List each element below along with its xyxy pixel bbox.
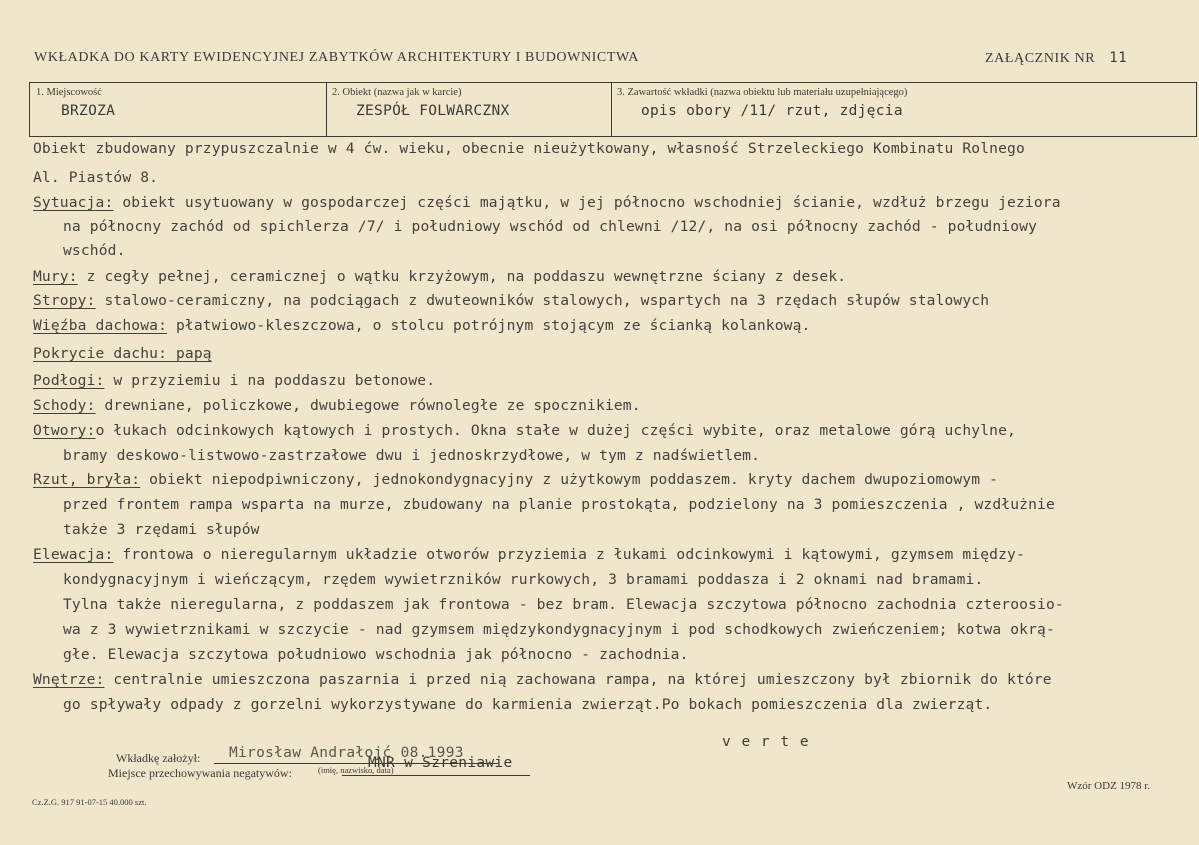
floors-label: Podłogi: <box>33 372 105 389</box>
intro-line: Al. Piastów 8. <box>33 169 159 186</box>
walls-text: z cegły pełnej, ceramicznej o wątku krzyżowym, na poddaszu wewnętrzne ściany z desek. <box>77 268 847 285</box>
plan-label: Rzut, bryła: <box>33 471 141 488</box>
roof-truss-line <box>33 317 810 334</box>
author-value: Mirosław Andrałojć 08.1993 <box>229 745 464 761</box>
stairs-label: Schody: <box>33 397 96 414</box>
situation-line: na północny zachód od spichlerza /7/ i południowy wschód od chlewni /12/, na osi północny zachód - południowy <box>63 218 1038 235</box>
form-pattern: Wzór ODZ 1978 r. <box>1067 780 1151 792</box>
annex-number: 11 <box>1109 50 1128 66</box>
roof-truss-label: Więźba dachowa: <box>33 317 168 334</box>
elevation-line: wa z 3 wywietrznikami w szczycie - nad gzymsem międzykondygnacyjnym i pod schodkowych zwieńczeniem; kotwa okrą- <box>63 621 1055 638</box>
openings-line: bramy deskowo-listwowo-zastrzałowe dwu i jednoskrzydłowe, w tym z nadświetlem. <box>63 447 761 464</box>
plan-line: także 3 rzędami słupów <box>63 521 260 538</box>
stairs-text: drewniane, policzkowe, dwubiegowe równoległe ze spocznikiem. <box>95 397 641 414</box>
situation-line: wschód. <box>63 242 126 259</box>
author-caption: (imię, nazwisko, data) <box>318 765 394 775</box>
elevation-line: głe. Elewacja szczytowa południowo wschodnia jak północno - zachodnia. <box>63 646 689 663</box>
object-label: 2. Obiekt (nazwa jak w karcie) <box>332 87 462 98</box>
elevation-text: frontowa o nieregularnym układzie otworów przyziemia z łukami odcinkowymi i kątowymi, gzymsem między- <box>113 546 1025 563</box>
annex-label <box>985 50 1127 67</box>
annex-label-text: ZAŁĄCZNIK NR <box>985 51 1096 66</box>
interior-label: Wnętrze: <box>33 671 105 688</box>
intro-line: Obiekt zbudowany przypuszczalnie w 4 ćw. wieku, obecnie nieużytkowany, własność Strzeleckiego Kombinatu Rolnego <box>33 140 1025 157</box>
author-label: Wkładkę założył: <box>116 751 201 765</box>
field-divider <box>611 83 612 136</box>
situation-line <box>33 194 1061 211</box>
roofing-line <box>33 345 212 362</box>
elevation-line: Tylna także nieregularna, z poddaszem jak frontowa - bez bram. Elewacja szczytowa północno zachodnia czteroosio- <box>63 596 1064 613</box>
situation-label: Sytuacja: <box>33 194 114 211</box>
locality-value: BRZOZA <box>61 103 116 119</box>
walls-label: Mury: <box>33 268 78 285</box>
object-value: ZESPÓŁ FOLWARCZNX <box>356 103 510 119</box>
openings-text: o łukach odcinkowych kątowych i prostych. Okna stałe w dużej części wybite, oraz metalowe górą uchylne, <box>95 422 1016 439</box>
elevation-line <box>33 546 1025 563</box>
contents-value: opis obory /11/ rzut, zdjęcia <box>641 103 903 119</box>
openings-label: Otwory: <box>33 422 96 439</box>
negatives-underline <box>342 775 530 776</box>
verte-note: v e r t e <box>722 734 810 750</box>
situation-text: obiekt usytuowany w gospodarczej części majątku, w jej północno wschodniej ścianie, wzdłuż brzegu jeziora <box>113 194 1061 211</box>
negatives-value: MNR w Szreniawie <box>368 755 513 771</box>
ceilings-line <box>33 292 989 309</box>
locality-label: 1. Miejscowość <box>36 87 102 98</box>
elevation-line: kondygnacyjnym i wieńczącym, rzędem wywietrzników rurkowych, 3 bramami poddasza i 2 oknami nad bramami. <box>63 571 984 588</box>
floors-line <box>33 372 435 389</box>
interior-line <box>33 671 1052 688</box>
plan-text: obiekt niepodpiwniczony, jednokondygnacyjny z użytkowym poddaszem. kryty dachem dwupoziomowym - <box>140 471 999 488</box>
floors-text: w przyziemiu i na poddaszu betonowe. <box>104 372 436 389</box>
form-title: WKŁADKA DO KARTY EWIDENCYJNEJ ZABYTKÓW ARCHITEKTURY I BUDOWNICTWA <box>34 50 639 65</box>
roof-truss-text: płatwiowo-kleszczowa, o stolcu potrójnym stojącym ze ścianką kolankową. <box>167 317 811 334</box>
interior-text: centralnie umieszczona paszarnia i przed nią zachowana rampa, na której umieszczony był zbiornik do które <box>104 671 1052 688</box>
print-info: Cz.Z.G. 917 91-07-15 40.000 szt. <box>32 797 147 807</box>
fields-box <box>29 82 1197 137</box>
roofing-label: Pokrycie dachu: papą <box>33 345 212 362</box>
elevation-label: Elewacja: <box>33 546 114 563</box>
openings-line <box>33 422 1016 439</box>
interior-line: go spływały odpady z gorzelni wykorzystywane do karmienia zwierząt.Po bokach pomieszczenia dla zwierząt. <box>63 696 993 713</box>
walls-line <box>33 268 846 285</box>
ceilings-label: Stropy: <box>33 292 96 309</box>
field-divider <box>326 83 327 136</box>
stairs-line <box>33 397 641 414</box>
contents-label: 3. Zawartość wkładki (nazwa obiektu lub materiału uzupełniającego) <box>617 87 908 98</box>
negatives-label: Miejsce przechowywania negatywów: <box>108 766 292 780</box>
plan-line <box>33 471 998 488</box>
plan-line: przed frontem rampa wsparta na murze, zbudowany na planie prostokąta, podzielony na 3 pomieszczenia , wzdłużnie <box>63 496 1055 513</box>
ceilings-text: stalowo-ceramiczny, na podciągach z dwuteowników stalowych, wspartych na 3 rzędach słupów stalowych <box>95 292 990 309</box>
